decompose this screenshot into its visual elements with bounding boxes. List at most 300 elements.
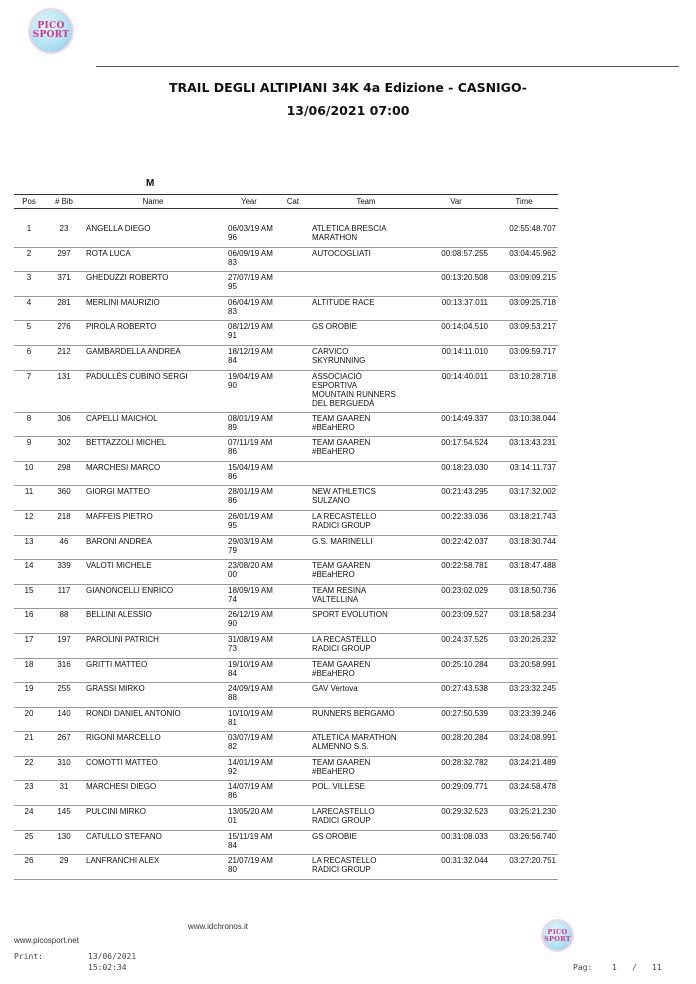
cell-var: 00:17:54.524 — [422, 437, 490, 462]
cell-pos: 2 — [14, 247, 44, 272]
cell-cat — [276, 732, 310, 757]
cell-bib: 31 — [44, 781, 84, 806]
results-body — [14, 223, 558, 880]
cell-team — [310, 756, 422, 781]
team-line: RADICI GROUP — [312, 865, 371, 875]
cell-team — [310, 412, 422, 437]
page-current: 1 — [612, 963, 617, 972]
cell-cat — [276, 560, 310, 585]
table-row — [14, 658, 558, 683]
table-row — [14, 584, 558, 609]
cell-time: 03:14:11.737 — [490, 461, 558, 486]
table-row — [14, 609, 558, 634]
cell-var: 00:22:58.781 — [422, 560, 490, 585]
year-line1: 14/07/19 AM — [228, 782, 273, 792]
team-line: TEAM GAAREN — [312, 659, 371, 669]
cell-name: PULCINI MIRKO — [84, 806, 222, 831]
cell-bib: 371 — [44, 272, 84, 297]
cell-year — [222, 296, 276, 321]
cell-time: 03:24:21.489 — [490, 756, 558, 781]
cell-year — [222, 321, 276, 346]
year-line1: 07/11/19 AM — [228, 438, 273, 448]
cell-team — [310, 345, 422, 370]
cell-name: LANFRANCHI ALEX — [84, 855, 222, 880]
cell-cat — [276, 437, 310, 462]
col-header-name: Name — [84, 195, 222, 209]
cell-year — [222, 707, 276, 732]
cell-team — [310, 830, 422, 855]
cell-year — [222, 633, 276, 658]
table-row — [14, 806, 558, 831]
table-row — [14, 223, 558, 248]
cell-cat — [276, 707, 310, 732]
cell-time: 03:23:39.246 — [490, 707, 558, 732]
cell-bib: 130 — [44, 830, 84, 855]
cell-name: MAFFEIS PIETRO — [84, 510, 222, 535]
cell-name: BELLINI ALESSIO — [84, 609, 222, 634]
year-line2: 83 — [228, 257, 237, 267]
team-line: ALTITUDE RACE — [312, 297, 375, 307]
picosport-logo — [28, 8, 74, 54]
cell-team — [310, 296, 422, 321]
cell-name: GHEDUZZI ROBERTO — [84, 272, 222, 297]
table-row — [14, 707, 558, 732]
year-line2: 83 — [228, 306, 237, 316]
table-row — [14, 781, 558, 806]
page-total: 11 — [652, 963, 662, 972]
table-row — [14, 412, 558, 437]
cell-time: 02:55:48.707 — [490, 223, 558, 248]
cell-time: 03:09:09.215 — [490, 272, 558, 297]
cell-bib: 46 — [44, 535, 84, 560]
team-line: TEAM GAAREN — [312, 757, 371, 767]
cell-pos: 16 — [14, 609, 44, 634]
print-time: 15:02:34 — [88, 963, 127, 972]
cell-team — [310, 486, 422, 511]
cell-pos: 25 — [14, 830, 44, 855]
cell-bib: 131 — [44, 370, 84, 412]
cell-cat — [276, 223, 310, 248]
cell-name: GRITTI MATTEO — [84, 658, 222, 683]
cell-bib: 281 — [44, 296, 84, 321]
table-row — [14, 535, 558, 560]
team-line: RADICI GROUP — [312, 643, 371, 653]
cell-pos: 13 — [14, 535, 44, 560]
cell-var: 00:22:33.036 — [422, 510, 490, 535]
year-line2: 81 — [228, 717, 237, 727]
team-line: ATLETICA MARATHON — [312, 733, 397, 743]
cell-team — [310, 272, 422, 297]
cell-name: GRASSI MIRKO — [84, 683, 222, 708]
cell-team — [310, 855, 422, 880]
year-line1: 10/10/19 AM — [228, 708, 273, 718]
year-line1: 19/04/19 AM — [228, 371, 273, 381]
team-line: TEAM GAAREN — [312, 561, 371, 571]
cell-name: RIGONI MARCELLO — [84, 732, 222, 757]
year-line1: 08/01/19 AM — [228, 413, 273, 423]
year-line2: 95 — [228, 520, 237, 530]
cell-var: 00:14:11.010 — [422, 345, 490, 370]
year-line2: 86 — [228, 496, 237, 506]
cell-time: 03:18:47.488 — [490, 560, 558, 585]
year-line2: 80 — [228, 865, 237, 875]
team-line: SULZANO — [312, 496, 350, 506]
table-row — [14, 461, 558, 486]
cell-name: MERLINI MAURIZIO — [84, 296, 222, 321]
cell-year — [222, 535, 276, 560]
cell-var: 00:28:32.782 — [422, 756, 490, 781]
year-line2: 90 — [228, 380, 237, 390]
team-line: ASSOCIACIÓ — [312, 371, 362, 381]
cell-year — [222, 345, 276, 370]
year-line1: 31/08/19 AM — [228, 634, 273, 644]
cell-pos: 1 — [14, 223, 44, 248]
cell-year — [222, 412, 276, 437]
year-line2: 74 — [228, 594, 237, 604]
cell-pos: 4 — [14, 296, 44, 321]
cell-pos: 24 — [14, 806, 44, 831]
cell-bib: 316 — [44, 658, 84, 683]
cell-pos: 15 — [14, 584, 44, 609]
picosport-logo-footer — [541, 919, 574, 952]
year-line1: 15/04/19 AM — [228, 462, 273, 472]
cell-var: 00:13:37.011 — [422, 296, 490, 321]
year-line1: 14/01/19 AM — [228, 757, 273, 767]
page-separator: / — [632, 963, 637, 972]
cell-year — [222, 732, 276, 757]
cell-var: 00:08:57.255 — [422, 247, 490, 272]
cell-bib: 310 — [44, 756, 84, 781]
cell-bib: 306 — [44, 412, 84, 437]
table-row — [14, 486, 558, 511]
cell-name: ROTA LUCA — [84, 247, 222, 272]
cell-time: 03:18:30.744 — [490, 535, 558, 560]
cell-cat — [276, 806, 310, 831]
year-line2: 96 — [228, 232, 237, 242]
cell-bib: 197 — [44, 633, 84, 658]
year-line1: 18/12/19 AM — [228, 346, 273, 356]
cell-cat — [276, 486, 310, 511]
cell-year — [222, 609, 276, 634]
year-line1: 19/10/19 AM — [228, 659, 273, 669]
cell-year — [222, 855, 276, 880]
page-label: Pag: — [573, 963, 593, 972]
cell-team — [310, 535, 422, 560]
cell-bib: 117 — [44, 584, 84, 609]
race-date-time: 13/06/2021 07:00 — [286, 103, 410, 118]
cell-team — [310, 510, 422, 535]
cell-var: 00:31:32.044 — [422, 855, 490, 880]
year-line2: 84 — [228, 668, 237, 678]
cell-cat — [276, 247, 310, 272]
team-line: #BEaHERO — [312, 766, 355, 776]
cell-time: 03:18:58.234 — [490, 609, 558, 634]
cell-pos: 26 — [14, 855, 44, 880]
cell-time: 03:24:58.478 — [490, 781, 558, 806]
cell-bib: 88 — [44, 609, 84, 634]
table-row — [14, 296, 558, 321]
table-row — [14, 321, 558, 346]
footer-logo-text-line2: SPORT — [544, 934, 571, 943]
year-line1: 29/03/19 AM — [228, 536, 273, 546]
cell-year — [222, 830, 276, 855]
cell-team — [310, 223, 422, 248]
cell-name: GIORGI MATTEO — [84, 486, 222, 511]
year-line2: 84 — [228, 355, 237, 365]
picosport-link[interactable]: www.picosport.net — [14, 936, 79, 945]
cell-name: CATULLO STEFANO — [84, 830, 222, 855]
team-line: #BEaHERO — [312, 570, 355, 580]
table-row — [14, 272, 558, 297]
team-line: LARECASTELLO — [312, 807, 375, 817]
year-line1: 06/09/19 AM — [228, 248, 273, 258]
cell-pos: 20 — [14, 707, 44, 732]
team-line: G.S. MARINELLI — [312, 536, 373, 546]
team-line: LA RECASTELLO — [312, 634, 377, 644]
cell-cat — [276, 658, 310, 683]
cell-var: 00:14:04.510 — [422, 321, 490, 346]
cell-pos: 19 — [14, 683, 44, 708]
cell-var: 00:24:37.525 — [422, 633, 490, 658]
cell-time: 03:17:32.002 — [490, 486, 558, 511]
cell-var: 00:25:10.284 — [422, 658, 490, 683]
table-row — [14, 855, 558, 880]
results-table — [14, 194, 558, 880]
cell-time: 03:13:43.231 — [490, 437, 558, 462]
year-line2: 82 — [228, 742, 237, 752]
cell-time: 03:23:32.245 — [490, 683, 558, 708]
cell-year — [222, 223, 276, 248]
cell-team — [310, 609, 422, 634]
cell-name: BETTAZZOLI MICHEL — [84, 437, 222, 462]
cell-team — [310, 370, 422, 412]
year-line1: 28/01/19 AM — [228, 487, 273, 497]
cell-name: GIANONCELLI ENRICO — [84, 584, 222, 609]
cell-time: 03:20:58.991 — [490, 658, 558, 683]
cell-var — [422, 223, 490, 248]
cell-var: 00:31:08.033 — [422, 830, 490, 855]
team-line: TEAM GAAREN — [312, 413, 371, 423]
cell-cat — [276, 830, 310, 855]
year-line1: 27/07/19 AM — [228, 273, 273, 283]
team-line: POL. VILLESE — [312, 782, 365, 792]
year-line1: 06/04/19 AM — [228, 297, 273, 307]
year-line1: 23/08/20 AM — [228, 561, 273, 571]
cell-cat — [276, 781, 310, 806]
team-line: SPORT EVOLUTION — [312, 610, 388, 620]
cell-year — [222, 247, 276, 272]
cell-team — [310, 633, 422, 658]
cell-cat — [276, 370, 310, 412]
team-line: NEW ATHLETICS — [312, 487, 376, 497]
team-line: RUNNERS BERGAMO — [312, 708, 395, 718]
cell-var: 00:18:23.030 — [422, 461, 490, 486]
cell-cat — [276, 321, 310, 346]
year-line2: 00 — [228, 570, 237, 580]
cell-bib: 360 — [44, 486, 84, 511]
cell-cat — [276, 683, 310, 708]
cell-time: 03:25:21.230 — [490, 806, 558, 831]
cell-name: VALOTI MICHELE — [84, 560, 222, 585]
cell-var: 00:21:43.295 — [422, 486, 490, 511]
cell-var: 00:29:09.771 — [422, 781, 490, 806]
cell-pos: 11 — [14, 486, 44, 511]
cell-cat — [276, 345, 310, 370]
team-line: #BEaHERO — [312, 668, 355, 678]
team-line: LA RECASTELLO — [312, 511, 377, 521]
cell-team — [310, 247, 422, 272]
cell-time: 03:09:53.217 — [490, 321, 558, 346]
year-line2: 79 — [228, 545, 237, 555]
year-line2: 90 — [228, 619, 237, 629]
cell-year — [222, 272, 276, 297]
idchronos-link[interactable]: www.idchronos.it — [188, 922, 249, 931]
cell-year — [222, 806, 276, 831]
table-top-row — [14, 209, 558, 223]
cell-cat — [276, 855, 310, 880]
cell-team — [310, 658, 422, 683]
cell-year — [222, 756, 276, 781]
cell-year — [222, 781, 276, 806]
cell-pos: 9 — [14, 437, 44, 462]
cell-pos: 12 — [14, 510, 44, 535]
cell-pos: 14 — [14, 560, 44, 585]
year-line2: 73 — [228, 643, 237, 653]
team-line: TEAM RESINA — [312, 585, 367, 595]
cell-name: MARCHESI MARCO — [84, 461, 222, 486]
cell-time: 03:09:25.718 — [490, 296, 558, 321]
table-row — [14, 437, 558, 462]
team-line: LA RECASTELLO — [312, 856, 377, 866]
cell-year — [222, 560, 276, 585]
team-line: SKYRUNNING — [312, 355, 366, 365]
cell-bib: 276 — [44, 321, 84, 346]
team-line: GS OROBIE — [312, 322, 357, 332]
cell-var: 00:14:40.011 — [422, 370, 490, 412]
cell-bib: 23 — [44, 223, 84, 248]
col-header-time: Time — [490, 195, 558, 209]
cell-year — [222, 370, 276, 412]
cell-team — [310, 461, 422, 486]
cell-var: 00:27:50.539 — [422, 707, 490, 732]
cell-var: 00:13:20.508 — [422, 272, 490, 297]
cell-cat — [276, 633, 310, 658]
print-label: Print: — [14, 952, 43, 961]
year-line1: 26/01/19 AM — [228, 511, 273, 521]
cell-pos: 6 — [14, 345, 44, 370]
table-row — [14, 345, 558, 370]
year-line1: 03/07/19 AM — [228, 733, 273, 743]
cell-pos: 21 — [14, 732, 44, 757]
table-row — [14, 510, 558, 535]
table-row — [14, 247, 558, 272]
cell-name: PIROLA ROBERTO — [84, 321, 222, 346]
cell-bib: 218 — [44, 510, 84, 535]
col-header-var: Var — [422, 195, 490, 209]
cell-time: 03:04:45.962 — [490, 247, 558, 272]
cell-var: 00:28:20.284 — [422, 732, 490, 757]
team-line: DEL BERGUEDÀ — [312, 398, 375, 408]
cell-cat — [276, 535, 310, 560]
table-row — [14, 732, 558, 757]
team-line: ESPORTIVA — [312, 380, 358, 390]
cell-bib: 267 — [44, 732, 84, 757]
cell-var: 00:27:43.538 — [422, 683, 490, 708]
cell-bib: 255 — [44, 683, 84, 708]
cell-time: 03:24:08.991 — [490, 732, 558, 757]
table-row — [14, 830, 558, 855]
cell-time: 03:09:59.717 — [490, 345, 558, 370]
cell-var: 00:14:49.337 — [422, 412, 490, 437]
cell-year — [222, 584, 276, 609]
cell-bib: 339 — [44, 560, 84, 585]
cell-pos: 10 — [14, 461, 44, 486]
logo-text-line2: SPORT — [32, 30, 70, 40]
cell-bib: 297 — [44, 247, 84, 272]
table-row — [14, 370, 558, 412]
table-header-row — [14, 195, 558, 209]
year-line2: 84 — [228, 840, 237, 850]
year-line2: 89 — [228, 422, 237, 432]
year-line2: 92 — [228, 766, 237, 776]
cell-pos: 22 — [14, 756, 44, 781]
cell-pos: 23 — [14, 781, 44, 806]
cell-pos: 8 — [14, 412, 44, 437]
team-line: GS OROBIE — [312, 831, 357, 841]
team-line: TEAM GAAREN — [312, 438, 371, 448]
cell-name: BARONI ANDREA — [84, 535, 222, 560]
year-line1: 08/12/19 AM — [228, 322, 273, 332]
cell-time: 03:10:28.718 — [490, 370, 558, 412]
header-rule — [96, 66, 679, 67]
col-header-team: Team — [310, 195, 422, 209]
cell-team — [310, 806, 422, 831]
race-title: TRAIL DEGLI ALTIPIANI 34K 4a Edizione - CASNIGO- — [168, 80, 527, 95]
cell-time: 03:18:21.743 — [490, 510, 558, 535]
cell-cat — [276, 609, 310, 634]
team-line: RADICI GROUP — [312, 520, 371, 530]
cell-year — [222, 461, 276, 486]
cell-name: PADULLÉS CUBINO SERGI — [84, 370, 222, 412]
year-line1: 26/12/19 AM — [228, 610, 273, 620]
cell-team — [310, 321, 422, 346]
team-line: ATLETICA BRESCIA — [312, 223, 387, 233]
cell-var: 00:22:42.037 — [422, 535, 490, 560]
cell-cat — [276, 272, 310, 297]
year-line1: 06/03/19 AM — [228, 223, 273, 233]
team-line: GAV Vertova — [312, 684, 358, 694]
cell-cat — [276, 461, 310, 486]
year-line2: 86 — [228, 471, 237, 481]
cell-var: 00:23:09.527 — [422, 609, 490, 634]
year-line2: 88 — [228, 693, 237, 703]
team-line: MOUNTAIN RUNNERS — [312, 389, 396, 399]
cell-cat — [276, 584, 310, 609]
cell-cat — [276, 296, 310, 321]
cell-pos: 7 — [14, 370, 44, 412]
year-line2: 01 — [228, 816, 237, 826]
year-line2: 86 — [228, 447, 237, 457]
gender-category: M — [146, 178, 155, 189]
team-line: #BEaHERO — [312, 447, 355, 457]
table-row — [14, 633, 558, 658]
cell-time: 03:18:50.736 — [490, 584, 558, 609]
cell-name: MARCHESI DIEGO — [84, 781, 222, 806]
cell-year — [222, 486, 276, 511]
logo-text-line1: PICO — [37, 21, 65, 31]
team-line: RADICI GROUP — [312, 816, 371, 826]
year-line1: 18/09/19 AM — [228, 585, 273, 595]
